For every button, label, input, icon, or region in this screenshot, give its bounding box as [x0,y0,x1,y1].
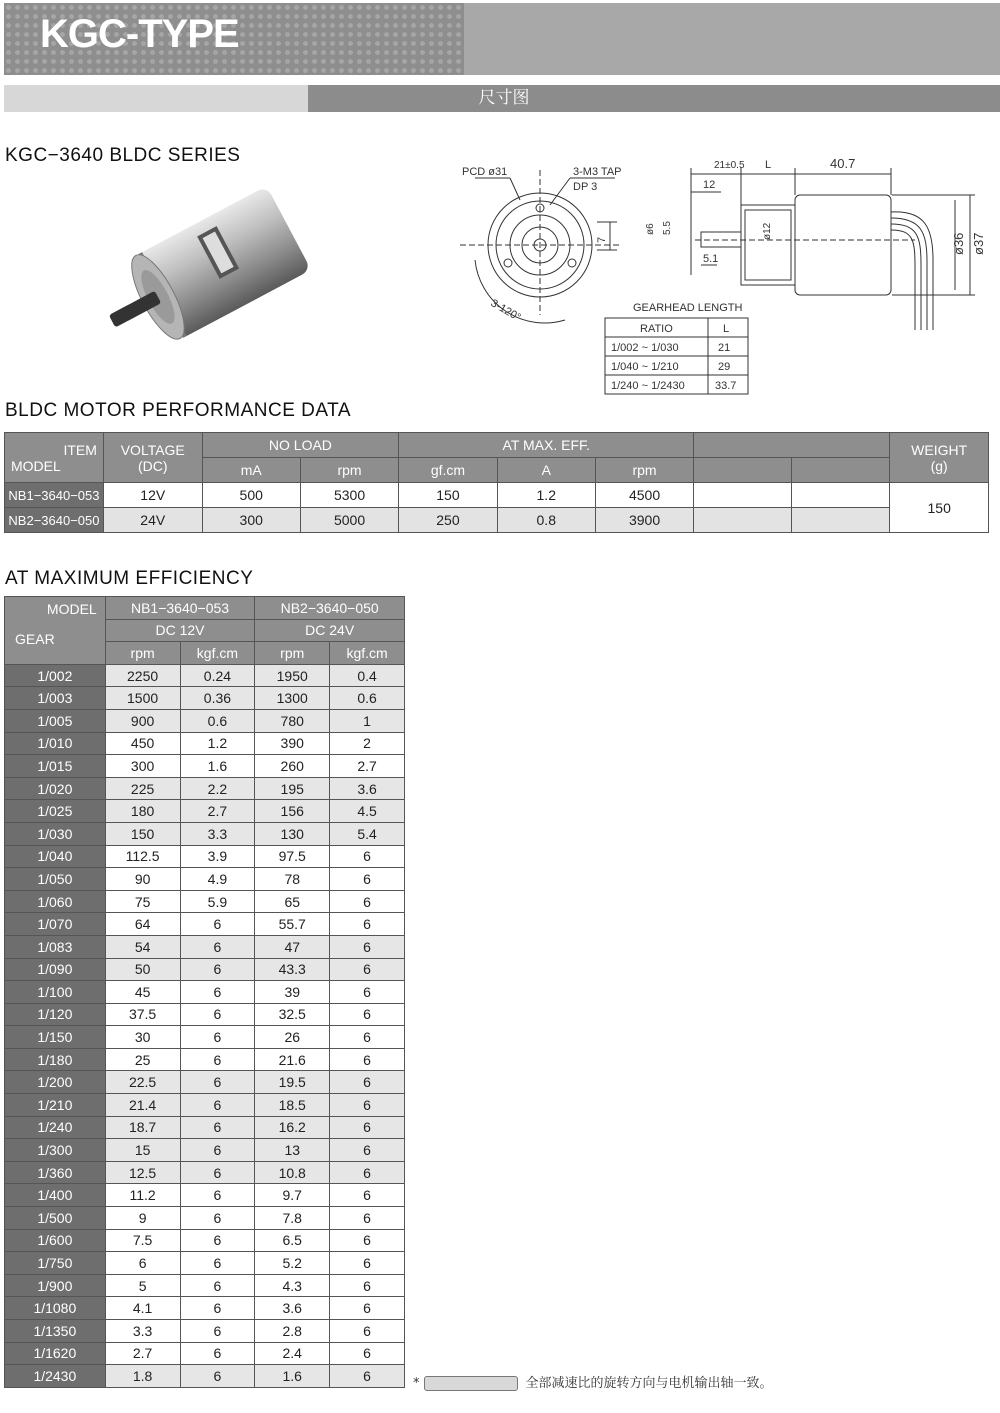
gear-ratio-cell: 1/090 [5,958,106,981]
value-cell: 90 [105,868,180,891]
voltage-1-header: DC 12V [105,619,255,642]
unit-kgf-1: kgf.cm [180,642,255,665]
table-row [5,1320,405,1343]
value-cell: 6.5 [255,1229,330,1252]
value-cell: 3.3 [105,1320,180,1343]
gearhead-l-1: 21 [718,342,731,354]
gear-ratio-cell: 1/020 [5,777,106,800]
value-cell: 55.7 [255,913,330,936]
gfcm-header: gf.cm [399,458,497,483]
ma-cell: 300 [202,508,300,533]
value-cell: 6 [330,935,405,958]
value-cell: 2.7 [180,800,255,823]
motor-photo [95,180,335,360]
gearhead-l-2: 29 [718,361,731,373]
value-cell: 1950 [255,664,330,687]
value-cell: 6 [180,1365,255,1388]
blank-sub-2 [792,458,890,483]
value-cell: 15 [105,1139,180,1162]
gear-ratio-cell: 1/210 [5,1094,106,1117]
value-cell: 6 [330,1274,405,1297]
value-cell: 11.2 [105,1184,180,1207]
voltage-label: VOLTAGE [120,441,185,458]
value-cell: 6 [180,1026,255,1049]
value-cell: 6 [330,1026,405,1049]
footnote [413,1372,773,1391]
value-cell: 25 [105,1048,180,1071]
ma-cell: 500 [202,483,300,508]
model-cell: NB2−3640−050 [5,508,104,533]
gear-ratio-cell: 1/120 [5,1003,106,1026]
value-cell: 2.7 [330,755,405,778]
value-cell: 1 [330,709,405,732]
blank-header [694,433,890,458]
rpm-eff-header: rpm [595,458,693,483]
table-row [5,664,405,687]
gear-ratio-cell: 1/025 [5,800,106,823]
value-cell: 1.2 [180,732,255,755]
voltage-cell: 24V [103,508,202,533]
table-row [5,508,989,533]
value-cell: 3.9 [180,845,255,868]
value-cell: 300 [105,755,180,778]
gearhead-l-3: 33.7 [715,380,737,392]
model-1-header: NB1−3640−053 [105,597,255,620]
value-cell: 1.6 [180,755,255,778]
gear-ratio-cell: 1/150 [5,1026,106,1049]
value-cell: 2.4 [255,1342,330,1365]
rpm-eff-cell: 3900 [595,508,693,533]
value-cell: 2.2 [180,777,255,800]
gearhead-ratio-3: 1/240 ~ 1/2430 [611,380,685,392]
value-cell: 130 [255,822,330,845]
dim-21-label: 21±0.5 [714,160,745,171]
value-cell: 12.5 [105,1161,180,1184]
value-cell: 1.6 [255,1365,330,1388]
gear-ratio-cell: 1/2430 [5,1365,106,1388]
subheader-left-band [4,85,308,112]
gear-ratio-cell: 1/200 [5,1071,106,1094]
item-model-header [5,433,104,483]
table-row [5,1116,405,1139]
value-cell: 260 [255,755,330,778]
value-cell: 30 [105,1026,180,1049]
gear-ratio-cell: 1/005 [5,709,106,732]
value-cell: 65 [255,890,330,913]
blank-cell [694,508,792,533]
dim-7-label: 7 [596,236,608,243]
gear-ratio-cell: 1/1350 [5,1320,106,1343]
value-cell: 6 [330,1207,405,1230]
dim-36-label: ø36 [951,232,966,255]
value-cell: 4.5 [330,800,405,823]
value-cell: 9 [105,1207,180,1230]
blank-cell [792,483,890,508]
gear-ratio-cell: 1/050 [5,868,106,891]
a-header: A [497,458,595,483]
value-cell: 47 [255,935,330,958]
value-cell: 97.5 [255,845,330,868]
value-cell: 7.5 [105,1229,180,1252]
dim-12b-label: ø12 [762,222,773,240]
gear-ratio-cell: 1/360 [5,1161,106,1184]
table-row [5,1229,405,1252]
value-cell: 156 [255,800,330,823]
table-row [5,1342,405,1365]
value-cell: 6 [180,1116,255,1139]
a-cell: 1.2 [497,483,595,508]
table-row [5,1161,405,1184]
value-cell: 6 [180,958,255,981]
gearhead-title: GEARHEAD LENGTH [633,302,743,314]
value-cell: 3.6 [255,1297,330,1320]
value-cell: 900 [105,709,180,732]
ma-header: mA [202,458,300,483]
page-title: KGC-TYPE [40,12,239,56]
table-row [5,1365,405,1388]
pcd-label: PCD ø31 [462,166,508,178]
table-row [5,913,405,936]
value-cell: 390 [255,732,330,755]
gear-ratio-cell: 1/1620 [5,1342,106,1365]
gear-ratio-cell: 1/1080 [5,1297,106,1320]
eff-model-label: MODEL [46,601,97,617]
value-cell: 43.3 [255,958,330,981]
gear-ratio-cell: 1/180 [5,1048,106,1071]
dim-6-label: ø6 [645,223,656,235]
table-row [5,483,989,508]
value-cell: 7.8 [255,1207,330,1230]
value-cell: 6 [180,1184,255,1207]
side-view-labels [645,156,986,265]
value-cell: 6 [180,1274,255,1297]
value-cell: 225 [105,777,180,800]
table-row [5,845,405,868]
value-cell: 21.6 [255,1048,330,1071]
gear-ratio-cell: 1/003 [5,687,106,710]
value-cell: 0.4 [330,664,405,687]
table-row [5,1048,405,1071]
table-row [5,1003,405,1026]
value-cell: 150 [105,822,180,845]
value-cell: 195 [255,777,330,800]
table-row [5,1139,405,1162]
table-row [5,1071,405,1094]
g-label: (g) [930,457,948,474]
value-cell: 64 [105,913,180,936]
efficiency-title: AT MAXIMUM EFFICIENCY [5,568,254,589]
table-row [5,687,405,710]
value-cell: 1300 [255,687,330,710]
table-row [5,1026,405,1049]
table-row [5,1252,405,1275]
value-cell: 180 [105,800,180,823]
blank-sub-1 [694,458,792,483]
value-cell: 6 [180,1229,255,1252]
dimension-drawing [455,150,1000,400]
gear-ratio-cell: 1/100 [5,981,106,1004]
value-cell: 6 [330,868,405,891]
value-cell: 3.6 [330,777,405,800]
performance-table [4,432,989,533]
value-cell: 5.4 [330,822,405,845]
value-cell: 54 [105,935,180,958]
gear-ratio-cell: 1/083 [5,935,106,958]
eff-gear-label: GEAR [15,631,55,647]
table-row [5,1184,405,1207]
table-row [5,1094,405,1117]
value-cell: 6 [330,1342,405,1365]
value-cell: 6 [105,1252,180,1275]
table-row [5,981,405,1004]
gear-ratio-cell: 1/240 [5,1116,106,1139]
value-cell: 6 [180,981,255,1004]
angle-label: 3-120° [488,297,523,324]
model-label: MODEL [11,457,61,474]
weight-header [890,433,989,483]
gear-ratio-cell: 1/750 [5,1252,106,1275]
value-cell: 6 [180,913,255,936]
value-cell: 6 [330,1184,405,1207]
blank-cell [694,483,792,508]
value-cell: 18.7 [105,1116,180,1139]
value-cell: 0.36 [180,687,255,710]
value-cell: 5.9 [180,890,255,913]
model-gear-header [5,597,106,665]
value-cell: 6 [330,1003,405,1026]
table-row [5,777,405,800]
table-row [5,755,405,778]
value-cell: 4.9 [180,868,255,891]
value-cell: 6 [330,981,405,1004]
gearhead-l-header: L [723,323,730,335]
value-cell: 450 [105,732,180,755]
value-cell: 6 [180,935,255,958]
series-title: KGC−3640 BLDC SERIES [5,145,241,166]
value-cell: 2250 [105,664,180,687]
value-cell: 32.5 [255,1003,330,1026]
weight-label: WEIGHT [911,441,968,458]
no-load-header: NO LOAD [202,433,399,458]
table-row [5,935,405,958]
model-2-header: NB2−3640−050 [255,597,405,620]
value-cell: 6 [330,890,405,913]
unit-kgf-2: kgf.cm [330,642,405,665]
value-cell: 6 [330,1365,405,1388]
voltage-2-header: DC 24V [255,619,405,642]
value-cell: 9.7 [255,1184,330,1207]
weight-cell: 150 [890,483,989,533]
value-cell: 6 [330,1139,405,1162]
a-cell: 0.8 [497,508,595,533]
value-cell: 6 [180,1003,255,1026]
value-cell: 37.5 [105,1003,180,1026]
gear-ratio-cell: 1/030 [5,822,106,845]
table-row [5,958,405,981]
table-row [5,800,405,823]
model-cell: NB1−3640−053 [5,483,104,508]
value-cell: 4.1 [105,1297,180,1320]
rpm-header: rpm [300,458,398,483]
value-cell: 6 [330,1229,405,1252]
value-cell: 45 [105,981,180,1004]
value-cell: 6 [330,1094,405,1117]
performance-title: BLDC MOTOR PERFORMANCE DATA [5,400,352,421]
value-cell: 2 [330,732,405,755]
table-row [5,1274,405,1297]
value-cell: 6 [180,1071,255,1094]
value-cell: 6 [180,1161,255,1184]
gear-ratio-cell: 1/070 [5,913,106,936]
value-cell: 6 [180,1048,255,1071]
subheader-title: 尺寸图 [478,88,530,108]
gear-ratio-cell: 1/040 [5,845,106,868]
value-cell: 1500 [105,687,180,710]
value-cell: 6 [180,1297,255,1320]
voltage-cell: 12V [103,483,202,508]
at-max-header: AT MAX. EFF. [399,433,694,458]
footnote-swatch [424,1376,518,1391]
dim-l-label: L [765,159,772,171]
value-cell: 6 [330,1071,405,1094]
value-cell: 6 [330,1252,405,1275]
gear-ratio-cell: 1/300 [5,1139,106,1162]
gear-ratio-cell: 1/060 [5,890,106,913]
value-cell: 6 [180,1320,255,1343]
gear-ratio-cell: 1/015 [5,755,106,778]
value-cell: 6 [180,1342,255,1365]
table-row [5,868,405,891]
item-label: ITEM [63,441,97,458]
value-cell: 10.8 [255,1161,330,1184]
value-cell: 1.8 [105,1365,180,1388]
efficiency-table [4,596,405,1388]
rpm-eff-cell: 4500 [595,483,693,508]
gear-ratio-cell: 1/600 [5,1229,106,1252]
gearhead-ratio-2: 1/040 ~ 1/210 [611,361,679,373]
value-cell: 16.2 [255,1116,330,1139]
table-row [5,890,405,913]
value-cell: 6 [330,1048,405,1071]
gear-ratio-cell: 1/010 [5,732,106,755]
value-cell: 2.8 [255,1320,330,1343]
value-cell: 78 [255,868,330,891]
dc-label: (DC) [137,457,168,474]
blank-cell [792,508,890,533]
value-cell: 0.6 [180,709,255,732]
value-cell: 18.5 [255,1094,330,1117]
value-cell: 50 [105,958,180,981]
value-cell: 39 [255,981,330,1004]
value-cell: 6 [180,1139,255,1162]
table-row [5,822,405,845]
value-cell: 6 [330,958,405,981]
value-cell: 112.5 [105,845,180,868]
value-cell: 13 [255,1139,330,1162]
value-cell: 6 [330,1297,405,1320]
dim-12-label: 12 [703,179,716,191]
value-cell: 22.5 [105,1071,180,1094]
unit-rpm-2: rpm [255,642,330,665]
value-cell: 5.2 [255,1252,330,1275]
footnote-star: * [413,1376,420,1391]
gear-ratio-cell: 1/400 [5,1184,106,1207]
rpm-cell: 5300 [300,483,398,508]
dim-40-label: 40.7 [830,156,856,171]
value-cell: 6 [330,1320,405,1343]
gfcm-cell: 250 [399,508,497,533]
value-cell: 6 [180,1252,255,1275]
value-cell: 0.6 [330,687,405,710]
gfcm-cell: 150 [399,483,497,508]
value-cell: 780 [255,709,330,732]
value-cell: 6 [180,1207,255,1230]
value-cell: 6 [330,1116,405,1139]
gearhead-labels [611,302,742,392]
dim-5-1-label: 5.1 [703,253,719,265]
value-cell: 5 [105,1274,180,1297]
dp-label: DP 3 [573,181,598,193]
value-cell: 6 [330,1161,405,1184]
gear-ratio-cell: 1/500 [5,1207,106,1230]
gearhead-ratio-1: 1/002 ~ 1/030 [611,342,679,354]
voltage-header [103,433,202,483]
gear-ratio-cell: 1/002 [5,664,106,687]
table-row [5,709,405,732]
value-cell: 26 [255,1026,330,1049]
value-cell: 6 [180,1094,255,1117]
footnote-text: 全部减速比的旋转方向与电机输出轴一致。 [525,1376,773,1391]
value-cell: 2.7 [105,1342,180,1365]
gear-ratio-cell: 1/900 [5,1274,106,1297]
unit-rpm-1: rpm [105,642,180,665]
table-row [5,1297,405,1320]
value-cell: 0.24 [180,664,255,687]
value-cell: 6 [330,913,405,936]
rpm-cell: 5000 [300,508,398,533]
value-cell: 3.3 [180,822,255,845]
value-cell: 19.5 [255,1071,330,1094]
value-cell: 75 [105,890,180,913]
dim-5-5-label: 5.5 [662,221,673,235]
table-row [5,732,405,755]
value-cell: 21.4 [105,1094,180,1117]
table-row [5,1207,405,1230]
gearhead-ratio-header: RATIO [640,323,673,335]
value-cell: 4.3 [255,1274,330,1297]
dim-37-label: ø37 [971,232,986,255]
value-cell: 6 [330,845,405,868]
tap-label: 3-M3 TAP [573,166,622,178]
